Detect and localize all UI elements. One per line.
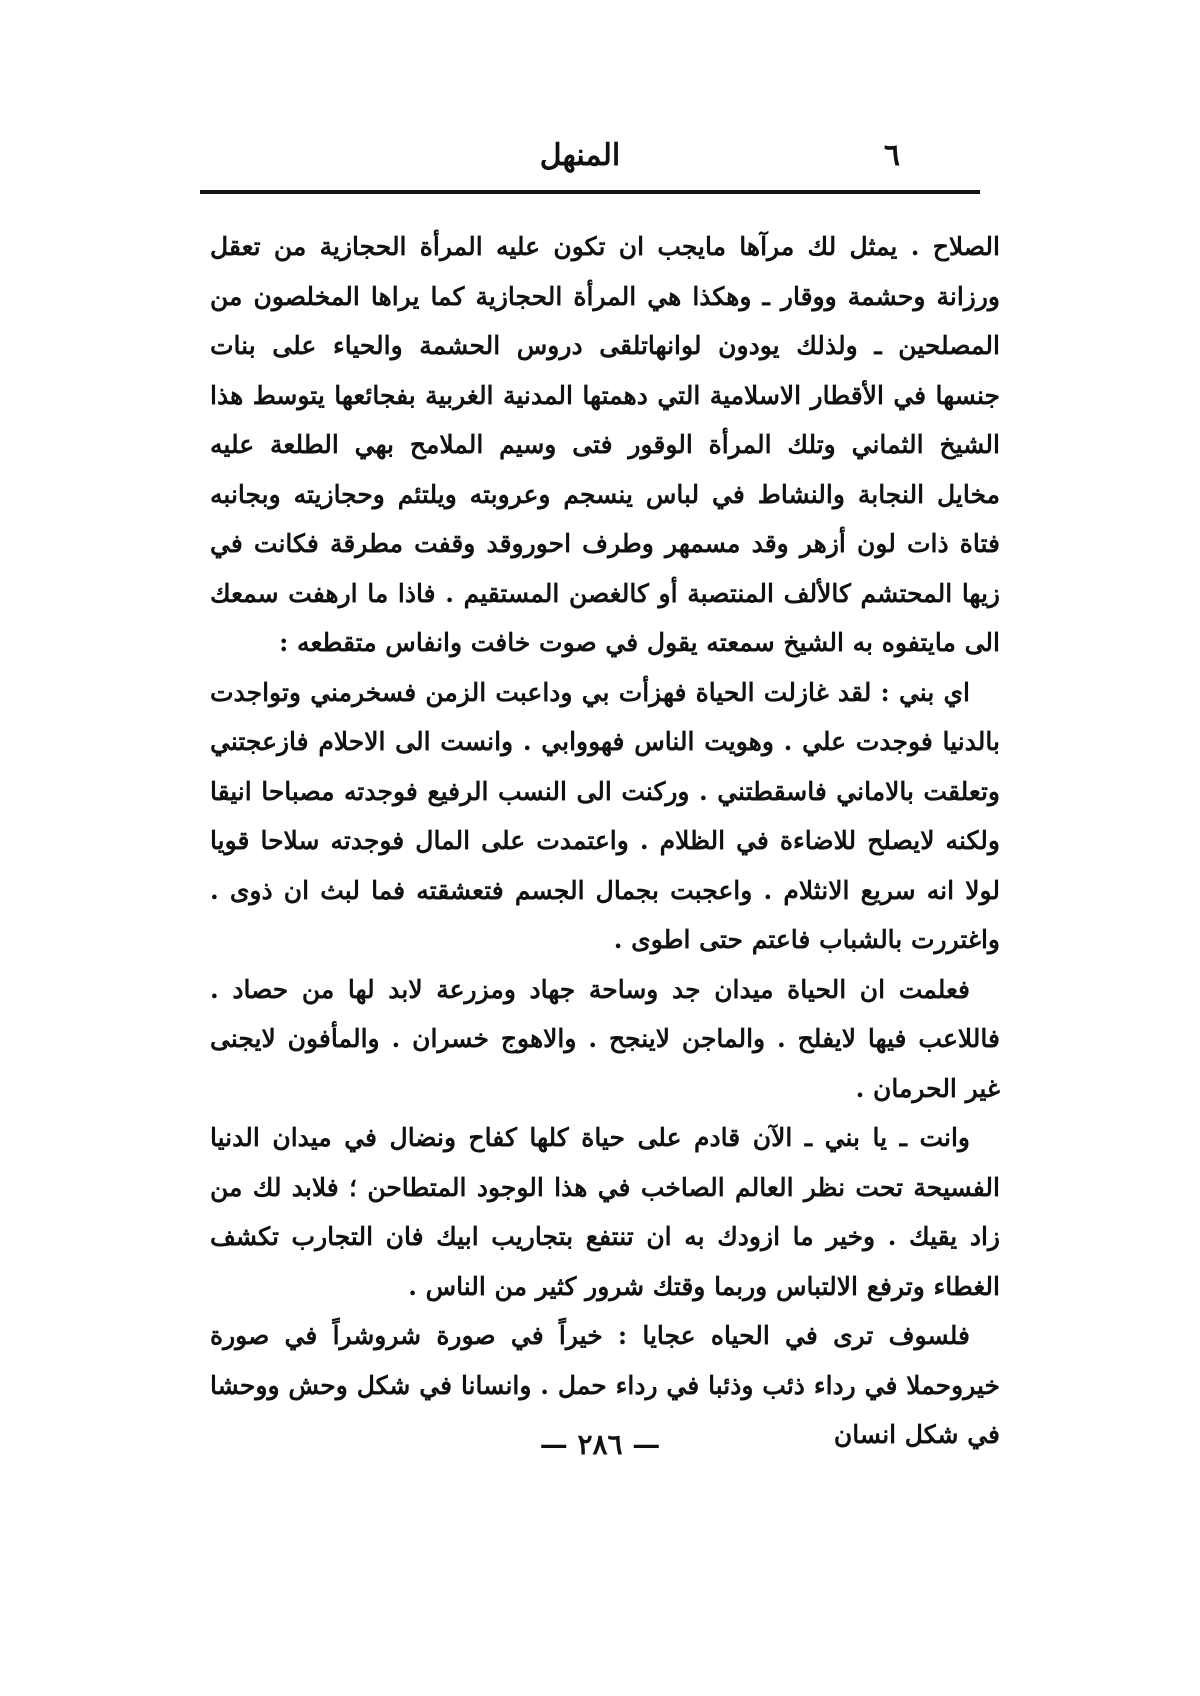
paragraph-2: اي بني : لقد غازلت الحياة فهزأت بي وداعبت الزمن فسخرمني وتواجدت بالدنيا فوجدت علي . وهويت الناس فهووابي . وانست الى الاحلام فازعجتني وتعلقت بالاماني فاسقطتني . وركنت الى النسب الرفيع فوجدته مصباحا انيقا ولكنه لايصلح للاضاءة في الظلام . واعتمدت على المال فوجدته سلاحا قويا لولا انه سريع الانثلام . واعجبت بجمال الجسم فتعشقته فما لبث ان ذوى . واغتررت بالشباب فاعتم حتى اطوى . — [210, 677, 1000, 954]
footer-page-number: — ٢٨٦ — — [539, 1428, 661, 1461]
header-rule — [200, 190, 980, 194]
running-head — [200, 138, 960, 178]
paragraph-1: الصلاح . يمثل لك مرآها مايجب ان تكون عليه المرأة الحجازية من تعقل ورزانة وحشمة ووقار ـ وهكذا هي المرأة الحجازية كما يراها المخلصون من المصلحين ـ ولذلك يودون لوانهاتلقى دروس الحشمة والحياء على بنات جنسها في الأقطار الاسلامية التي دهمتها المدنية الغربية بفجائعها يتوسط هذا الشيخ الثماني وتلك المرأة الوقور فتى وسيم الملامح بهي الطلعة عليه مخايل النجابة والنشاط في لباس ينسجم وعروبته ويلتئم وحجازيته وبجانبه فتاة ذات لون أزهر وقد مسمهر وطرف احوروقد وقفت مطرقة فكانت في زيها المحتشم كالألف المنتصبة أو كالغصن المستقيم . فاذا ما ارهفت سمعك الى مايتفوه به الشيخ سمعته يقول في صوت خافت وانفاس متقطعه : — [210, 232, 1000, 657]
header-page-number: ٦ — [883, 138, 900, 173]
paragraph-5: فلسوف ترى في الحياه عجايا : خيراً في صورة شروشراً في صورة خيروحملا في رداء ذئب وذئبا في رداء حمل . وانسانا في شكل وحش ووحشا في شكل انسان — [210, 1321, 1000, 1449]
journal-title: المنهل — [539, 138, 621, 173]
paragraph-3: فعلمت ان الحياة ميدان جد وساحة جهاد ومزرعة لابد لها من حصاد . فاللاعب فيها لايفلح . والماجن لاينجح . والاهوج خسران . والمأفون لايجنى غير الحرمان . — [210, 974, 1000, 1103]
paragraph-4: وانت ـ يا بني ـ الآن قادم على حياة كلها كفاح ونضال في ميدان الدنيا الفسيحة تحت نظر العالم الصاخب في هذا الوجود المتطاحن ؛ فلابد لك من زاد يقيك . وخير ما ازودك به ان تنتفع بتجاريب ابيك فان التجارب تكشف الغطاء وترفع الالتباس وربما وقتك شرور كثير من الناس . — [210, 1123, 1000, 1301]
body-text — [210, 222, 1000, 1460]
